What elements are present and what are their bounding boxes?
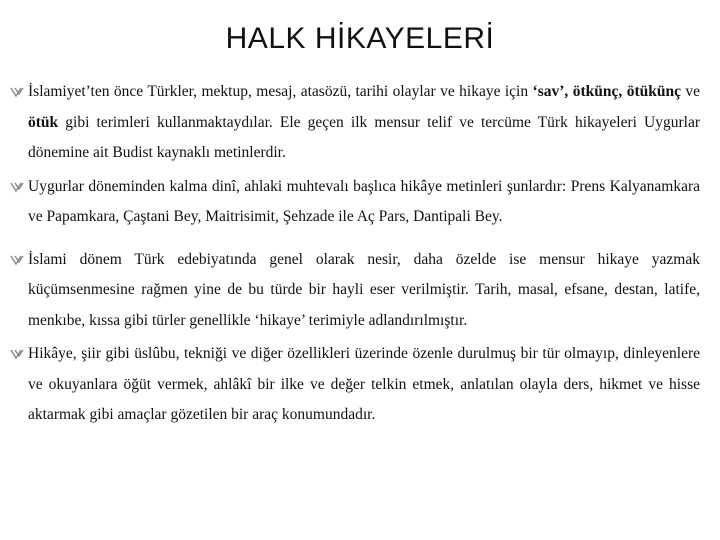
bullet-item <box>10 339 700 431</box>
term-sav: ‘sav’, <box>532 83 569 100</box>
bullet-text <box>28 77 700 169</box>
term-otkunc: ötkünç, <box>572 83 623 100</box>
bullet-icon <box>10 245 28 275</box>
bullet-item <box>10 77 700 169</box>
bullet-text: Uygurlar döneminden kalma dinî, ahlaki muhtevalı başlıca hikâye metinleri şunlardır: Prens Kalyanamkara ve Papamkara, Çaştani Bey, Maitrisimit, Şehzade ile Aç Pars, Dantipali Bey. <box>28 177 700 225</box>
bullet-item <box>10 245 700 337</box>
term-otuk: ötük <box>28 113 59 131</box>
bullet-list <box>10 77 700 434</box>
bullet-icon <box>10 339 28 369</box>
slide-title: HALK HİKAYELERİ <box>225 22 495 55</box>
bullet-item <box>10 172 700 233</box>
bullet-text: Hikâye, şiir gibi üslûbu, tekniği ve diğer özellikleri üzerinde özenle durulmuş bir tür olmayıp, dinleyenlere ve okuyanlara öğüt vermek, ahlâkî bir ilke ve değer telkin etmek, anlatılan olayla ders, hikmet ve hisse aktarmak gibi amaçlar gözetilen bir araç konumundadır. <box>28 345 700 423</box>
bullet-icon <box>10 172 28 202</box>
term-otukunc: ötükünç <box>626 83 681 100</box>
bullet-text-intro: İslamiyet’ten önce Türkler, mektup, mesaj, atasözü, tarihi olaylar ve hikaye için <box>28 83 533 100</box>
bullet-text-rest: gibi terimleri kullanmaktaydılar. Ele geçen ilk mensur telif ve tercüme Türk hikayeleri Uygurlar dönemine ait Budist kaynaklı metinlerdir. <box>28 113 700 161</box>
bullet-text: İslami dönem Türk edebiyatında genel olarak nesir, daha özelde ise mensur hikaye yazmak küçümsenmesine rağmen yine de bu türde bir hayli eser verilmiştir. Tarih, masal, efsane, destan, latife, menkıbe, kıssa gibi türler genellikle ‘hikaye’ terimiyle adlandırılmıştır. <box>28 250 700 329</box>
bullet-icon <box>10 77 28 107</box>
bullet-text-conjunction: ve <box>680 83 701 100</box>
